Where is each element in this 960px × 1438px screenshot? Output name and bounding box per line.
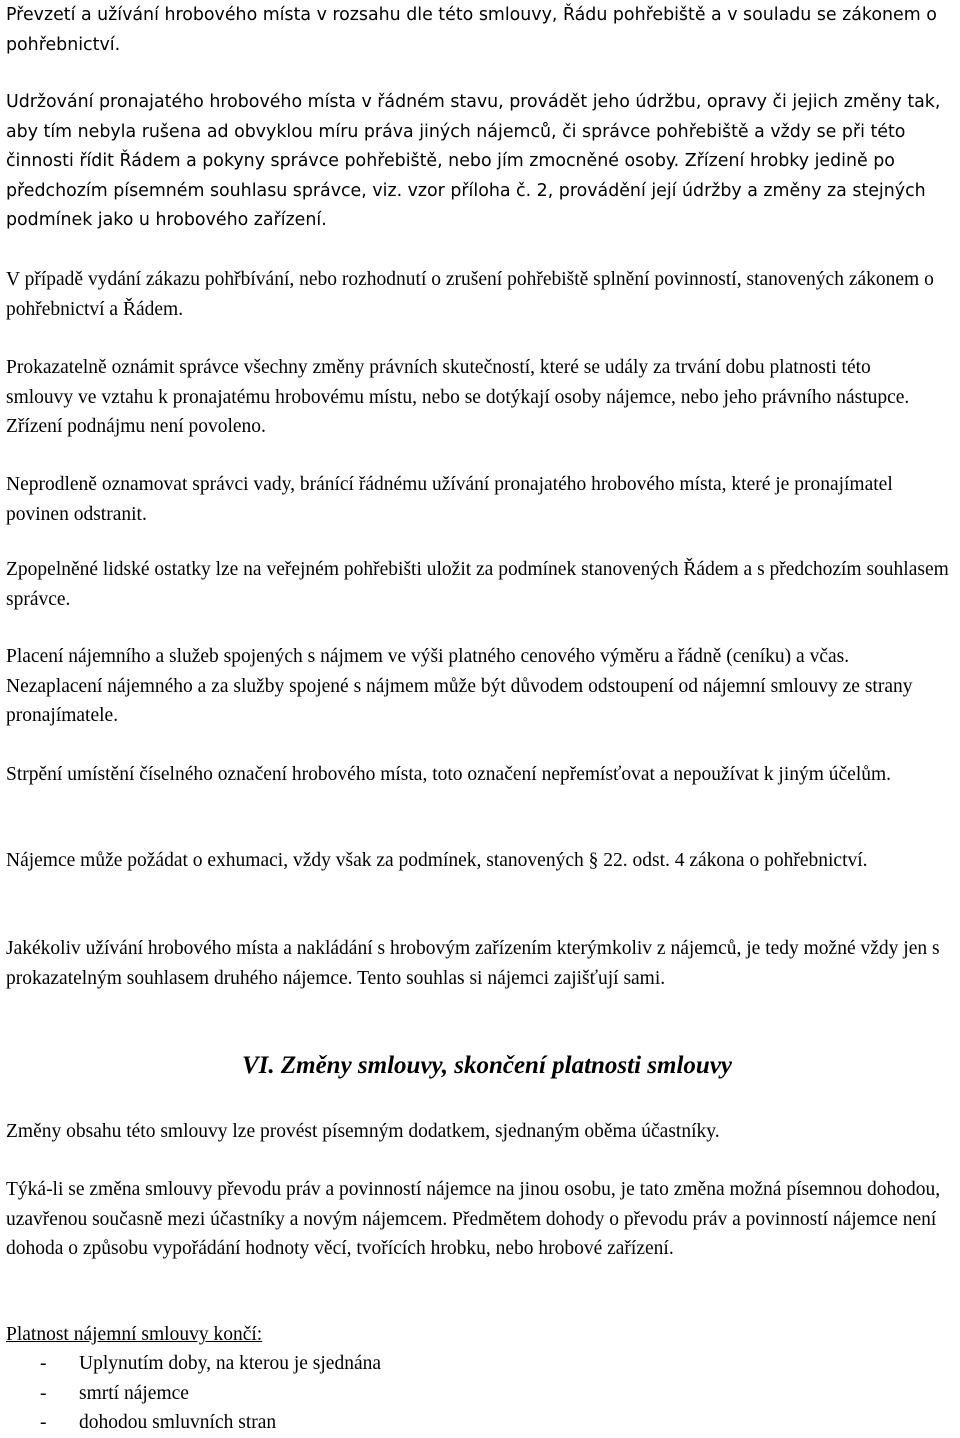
list-marker: -: [40, 1382, 47, 1404]
list-item-text: smrtí nájemce: [79, 1382, 189, 1404]
paragraph-ashes: Zpopelněné lidské ostatky lze na veřejném pohřebišti uložit za podmínek stanovených Řádem a s předchozím souhlasem správce.: [6, 559, 949, 610]
list-item: [6, 1349, 906, 1379]
list-item-text: dohodou smluvních stran: [79, 1412, 277, 1434]
paragraph-number-marking: Strpění umístění číselného označení hrobového místa, toto označení nepřemísťovat a nepoužívat k jiným účelům.: [6, 764, 892, 785]
paragraph-burial-ban: V případě vydání zákazu pohřbívání, nebo rozhodnutí o zrušení pohřebiště splnění povinností, stanovených zákonem o pohřebnictví a Řádem.: [6, 269, 934, 320]
paragraph-payment: Placení nájemního a služeb spojených s nájmem ve výši platného cenového výměru a řádně (ceníku) a včas. Nezaplacení nájemného a za služby spojené s nájmem může být důvodem odstoupení od nájemní smlouvy ze strany pronajímatele.: [6, 646, 913, 727]
paragraph-takeover: Převzetí a užívání hrobového místa v rozsahu dle této smlouvy, Řádu pohřebiště a v souladu se zákonem o pohřebnictví.: [6, 5, 937, 55]
list-marker: -: [40, 1353, 47, 1374]
paragraph-exhumation: Nájemce může požádat o exhumaci, vždy však za podmínek, stanovených § 22. odst. 4 zákona o pohřebnictví.: [6, 850, 868, 871]
termination-list: [6, 1349, 906, 1438]
list-marker: -: [40, 1412, 47, 1434]
list-item: [6, 1408, 906, 1438]
paragraph-transfer: Týká-li se změna smlouvy převodu práv a povinností nájemce na jinou osobu, je tato změna možná písemnou dohodou, uzavřenou současně mezi účastníky a novým nájemcem. Předmětem dohody o převodu práv a povinností nájemce není dohoda o způsobu vypořádání hodnoty věcí, tvořících hrobku, nebo hrobové zařízení.: [6, 1179, 941, 1260]
paragraph-amendments: Změny obsahu této smlouvy lze provést písemným dodatkem, sjednaným oběma účastníky.: [6, 1121, 720, 1142]
termination-label: Platnost nájemní smlouvy končí:: [6, 1324, 263, 1345]
section-heading: VI. Změny smlouvy, skončení platnosti smlouvy: [241, 1052, 733, 1079]
paragraph-report-defects: Neprodleně oznamovat správci vady, bránící řádnému užívání pronajatého hrobového místa, které je pronajímatel povinen odstranit.: [6, 474, 893, 525]
paragraph-maintenance: Udržování pronajatého hrobového místa v řádném stavu, provádět jeho údržbu, opravy či jejich změny tak, aby tím nebyla rušena ad obvyklou míru práva jiných nájemců, či správce pohřebiště a vždy se při této činnosti řídit Řádem a pokyny správce pohřebiště, nebo jím zmocněné osoby. Zřízení hrobky jedině po předchozím písemném souhlasu správce, viz. vzor příloha č. 2, provádění její údržby a změny za stejných podmínek jako u hrobového zařízení.: [6, 92, 941, 231]
paragraph-co-tenants: Jakékoliv užívání hrobového místa a nakládání s hrobovým zařízením kterýmkoliv z nájemců, je tedy možné vždy jen s prokazatelným souhlasem druhého nájemce. Tento souhlas si nájemci zajišťují sami.: [6, 938, 940, 989]
list-item-text: Uplynutím doby, na kterou je sjednána: [79, 1353, 382, 1374]
list-item: [6, 1379, 906, 1409]
paragraph-notify-changes: Prokazatelně oznámit správce všechny změny právních skutečností, které se udály za trvání dobu platnosti této smlouvy ve vztahu k pronajatému hrobovému místu, nebo se dotýkají osoby nájemce, nebo jeho právního nástupce. Zřízení podnájmu není povoleno.: [6, 357, 910, 438]
